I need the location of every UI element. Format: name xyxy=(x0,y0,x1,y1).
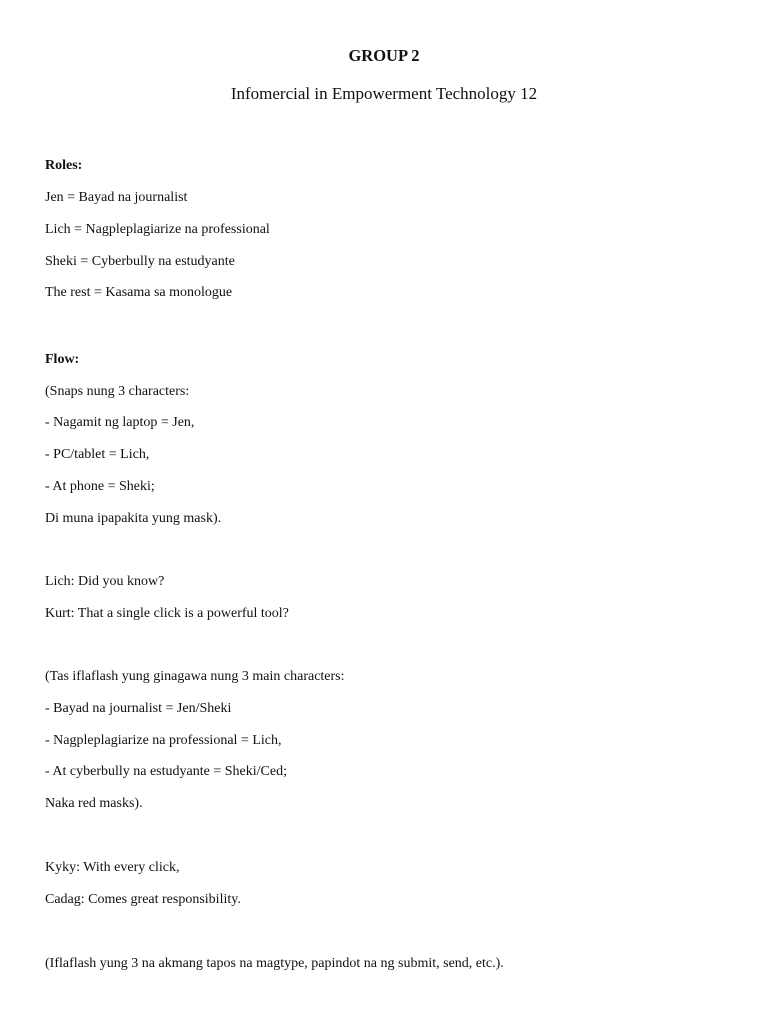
flow-heading: Flow: xyxy=(45,352,80,367)
flow-line: - Nagamit ng laptop = Jen, xyxy=(45,415,195,430)
document-title: GROUP 2 xyxy=(348,46,420,65)
role-item: The rest = Kasama sa monologue xyxy=(45,285,233,300)
flow-line: Naka red masks). xyxy=(45,796,143,811)
roles-heading: Roles: xyxy=(45,158,83,173)
flow-line: (Tas iflaflash yung ginagawa nung 3 main characters: xyxy=(45,669,345,684)
flow-line: - At cyberbully na estudyante = Sheki/Ced; xyxy=(45,764,287,779)
flow-line: (Snaps nung 3 characters: xyxy=(45,384,190,399)
flow-line: Di muna ipapakita yung mask). xyxy=(45,511,222,526)
role-item: Jen = Bayad na journalist xyxy=(45,190,188,205)
dialogue-line: Kyky: With every click, xyxy=(45,860,180,875)
flow-line: (Iflaflash yung 3 na akmang tapos na magtype, papindot na ng submit, send, etc.). xyxy=(45,956,504,971)
flow-line: - At phone = Sheki; xyxy=(45,479,155,494)
dialogue-line: Kurt: That a single click is a powerful tool? xyxy=(45,606,289,621)
dialogue-line: Cadag: Comes great responsibility. xyxy=(45,892,241,907)
flow-line: - PC/tablet = Lich, xyxy=(45,447,150,462)
document-subtitle: Infomercial in Empowerment Technology 12 xyxy=(230,84,538,103)
flow-line: - Nagpleplagiarize na professional = Lich, xyxy=(45,733,282,748)
dialogue-line: Lich: Did you know? xyxy=(45,574,165,589)
role-item: Sheki = Cyberbully na estudyante xyxy=(45,254,235,269)
flow-line: - Bayad na journalist = Jen/Sheki xyxy=(45,701,232,716)
role-item: Lich = Nagpleplagiarize na professional xyxy=(45,222,270,237)
